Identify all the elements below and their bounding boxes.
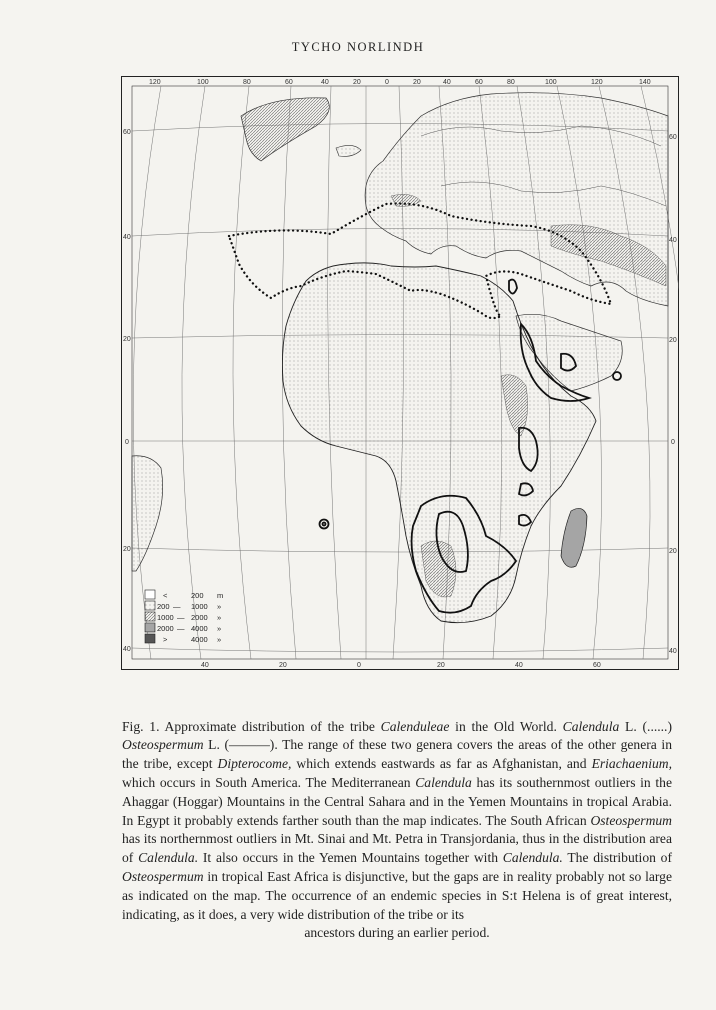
legend-from-3: 2000 <box>157 624 174 633</box>
caption-last-line: ancestors during an earlier period. <box>304 925 490 941</box>
svg-text:0: 0 <box>385 79 389 86</box>
legend-unit-4: » <box>217 635 222 644</box>
taxon-osteospermum-3: Osteospermum <box>122 868 204 884</box>
distribution-map <box>121 76 679 670</box>
svg-text:140: 140 <box>639 79 651 86</box>
svg-text:0: 0 <box>125 439 129 446</box>
svg-text:60: 60 <box>123 129 131 136</box>
svg-text:40: 40 <box>321 79 329 86</box>
legend-sym-0: < <box>163 591 168 600</box>
svg-text:20: 20 <box>123 546 131 553</box>
svg-text:120: 120 <box>149 79 161 86</box>
svg-text:40: 40 <box>443 79 451 86</box>
svg-text:20: 20 <box>123 336 131 343</box>
svg-text:100: 100 <box>197 79 209 86</box>
svg-text:60: 60 <box>475 79 483 86</box>
legend-unit-0: m <box>217 591 224 600</box>
svg-text:40: 40 <box>201 662 209 669</box>
svg-text:80: 80 <box>507 79 515 86</box>
taxon-calendula-2: Calendula <box>415 774 472 790</box>
svg-text:40: 40 <box>515 662 523 669</box>
svg-text:20: 20 <box>279 662 287 669</box>
legend-to-1: 1000 <box>191 602 208 611</box>
svg-text:60: 60 <box>669 134 677 141</box>
svg-text:20: 20 <box>353 79 361 86</box>
legend-sym-4: > <box>163 635 168 644</box>
fig-label: Fig. 1. <box>122 718 160 734</box>
legend-from-2: 1000 <box>157 613 174 622</box>
taxon-calendula-3: Calendula. <box>138 850 199 866</box>
svg-text:60: 60 <box>593 662 601 669</box>
taxon-calendula: Calendula <box>562 718 620 734</box>
legend-unit-1: » <box>217 602 222 611</box>
taxon-dipterocome: Dipterocome, <box>217 756 292 772</box>
svg-text:120: 120 <box>591 79 603 86</box>
svg-text:0: 0 <box>671 439 675 446</box>
legend-to-0: 200 <box>191 591 204 600</box>
taxon-osteospermum: Osteospermum <box>122 737 204 753</box>
svg-text:20: 20 <box>413 79 421 86</box>
svg-text:20: 20 <box>669 548 677 555</box>
svg-text:0: 0 <box>357 662 361 669</box>
figure-caption: Fig. 1. Approximate distribution of the tribe Calenduleae in the Old World. Calendula L. (......) Osteospermum L. (———). The range of these two genera covers the areas of the other genera in the tribe, except Dipterocome, which extends eastwards as far as Afghanistan, and Eriachaenium, which occurs in South America. The Mediterranean Calendula has its southernmost outliers in the Ahaggar (Hoggar) Mountains in the Central Sahara and in the Yemen Mountains in tropical Arabia. In Egypt it probably extends farther south than the map indicates. The South African Osteospermum has its northernmost outliers in Mt. Sinai and Mt. Petra in Transjordania, thus in the distribution area of Calendula. It also occurs in the Yemen Mountains together with Calendula. The distribution of Osteospermum in tropical East Africa is disjunctive, but the gaps are in reality probably not so large as indicated on the map. The occurrence of an endemic species in S:t Helena is of great interest, indicating, as it does, a very wide distribution of the tribe or its ancestors during an earlier period. <box>122 718 672 944</box>
legend-to-4: 4000 <box>191 635 208 644</box>
taxon-eriachaenium: Eriachaenium, <box>591 756 672 772</box>
svg-text:40: 40 <box>669 648 677 655</box>
legend-from-1: 200 <box>157 602 170 611</box>
svg-text:40: 40 <box>123 234 131 241</box>
svg-text:60: 60 <box>285 79 293 86</box>
legend-sym-1: — <box>173 602 181 611</box>
legend-to-3: 4000 <box>191 624 208 633</box>
svg-text:40: 40 <box>123 646 131 653</box>
legend-unit-3: » <box>217 624 222 633</box>
svg-text:40: 40 <box>669 237 677 244</box>
legend-sym-3: — <box>177 624 185 633</box>
svg-text:20: 20 <box>669 337 677 344</box>
taxon-osteospermum-2: Osteospermum <box>590 812 672 828</box>
legend-to-2: 2000 <box>191 613 208 622</box>
taxon-calenduleae: Calenduleae <box>380 718 450 734</box>
svg-text:100: 100 <box>545 79 557 86</box>
legend-sym-2: — <box>177 613 185 622</box>
svg-text:80: 80 <box>243 79 251 86</box>
svg-text:20: 20 <box>437 662 445 669</box>
taxon-calendula-4: Calendula. <box>502 850 563 866</box>
running-head: TYCHO NORLINDH <box>291 40 425 54</box>
legend-unit-2: » <box>217 613 222 622</box>
